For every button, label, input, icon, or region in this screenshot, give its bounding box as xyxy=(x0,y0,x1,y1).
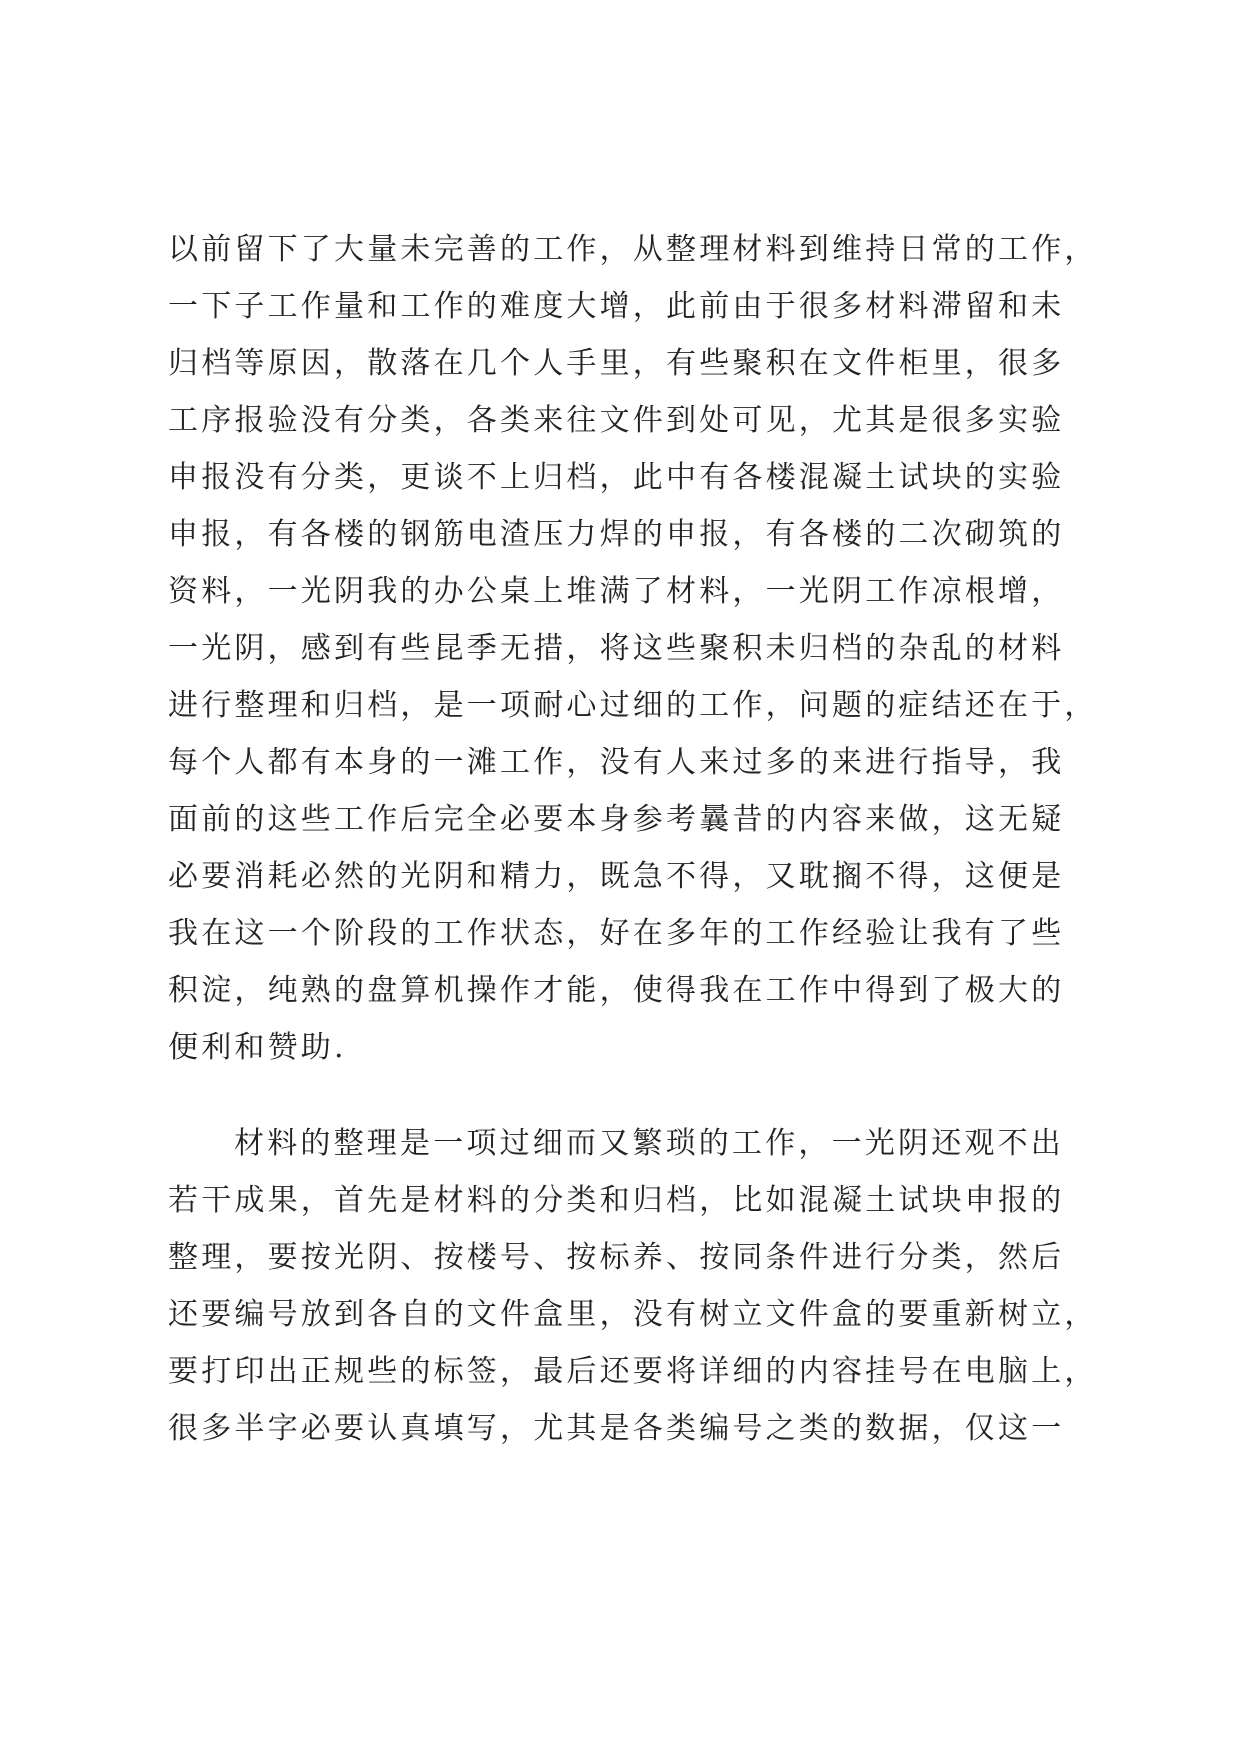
paragraph-1-line: 我在这一个阶段的工作状态，好在多年的工作经验让我有了些 xyxy=(168,916,1065,951)
paragraph-2-line: 若干成果，首先是材料的分类和归档，比如混凝土试块申报的 xyxy=(168,1183,1065,1218)
paragraph-1-line: 归档等原因，散落在几个人手里，有些聚积在文件柜里，很多 xyxy=(168,346,1065,381)
paragraph-1-line: 申报，有各楼的钢筋电渣压力焊的申报，有各楼的二次砌筑的 xyxy=(168,517,1065,552)
paragraph-2-line: 还要编号放到各自的文件盒里，没有树立文件盒的要重新树立， xyxy=(168,1297,1098,1332)
paragraph-1-line: 面前的这些工作后完全必要本身参考曩昔的内容来做，这无疑 xyxy=(168,802,1065,837)
paragraph-1-line: 必要消耗必然的光阴和精力，既急不得，又耽搁不得，这便是 xyxy=(168,859,1065,894)
paragraph-2-line: 要打印出正规些的标签，最后还要将详细的内容挂号在电脑上， xyxy=(168,1354,1098,1389)
paragraph-1-line: 资料，一光阴我的办公桌上堆满了材料，一光阴工作凉根增， xyxy=(168,574,1065,609)
paragraph-2-line: 很多半字必要认真填写，尤其是各类编号之类的数据，仅这一 xyxy=(168,1411,1065,1446)
paragraph-1-line: 每个人都有本身的一滩工作，没有人来过多的来进行指导，我 xyxy=(168,745,1065,780)
paragraph-1-line: 一光阴，感到有些昆季无措，将这些聚积未归档的杂乱的材料 xyxy=(168,631,1065,666)
paragraph-1-line: 申报没有分类，更谈不上归档，此中有各楼混凝土试块的实验 xyxy=(168,460,1065,495)
paragraph-2-line: 整理，要按光阴、按楼号、按标养、按同条件进行分类，然后 xyxy=(168,1240,1065,1275)
paragraph-1-line: 一下子工作量和工作的难度大增，此前由于很多材料滞留和未 xyxy=(168,289,1065,324)
paragraph-2-line: 材料的整理是一项过细而又繁琐的工作，一光阴还观不出 xyxy=(234,1126,1064,1161)
paragraph-1-line: 以前留下了大量未完善的工作，从整理材料到维持日常的工作， xyxy=(168,232,1098,267)
paragraph-1-line: 便利和赞助. xyxy=(168,1030,347,1065)
paragraph-1-line: 工序报验没有分类，各类来往文件到处可见，尤其是很多实验 xyxy=(168,403,1065,438)
paragraph-2 xyxy=(168,1124,1098,1464)
paragraph-1 xyxy=(168,230,1098,1090)
paragraph-1-line: 积淀，纯熟的盘算机操作才能，使得我在工作中得到了极大的 xyxy=(168,973,1065,1008)
paragraph-1-line: 进行整理和归档，是一项耐心过细的工作，问题的症结还在于， xyxy=(168,688,1098,723)
